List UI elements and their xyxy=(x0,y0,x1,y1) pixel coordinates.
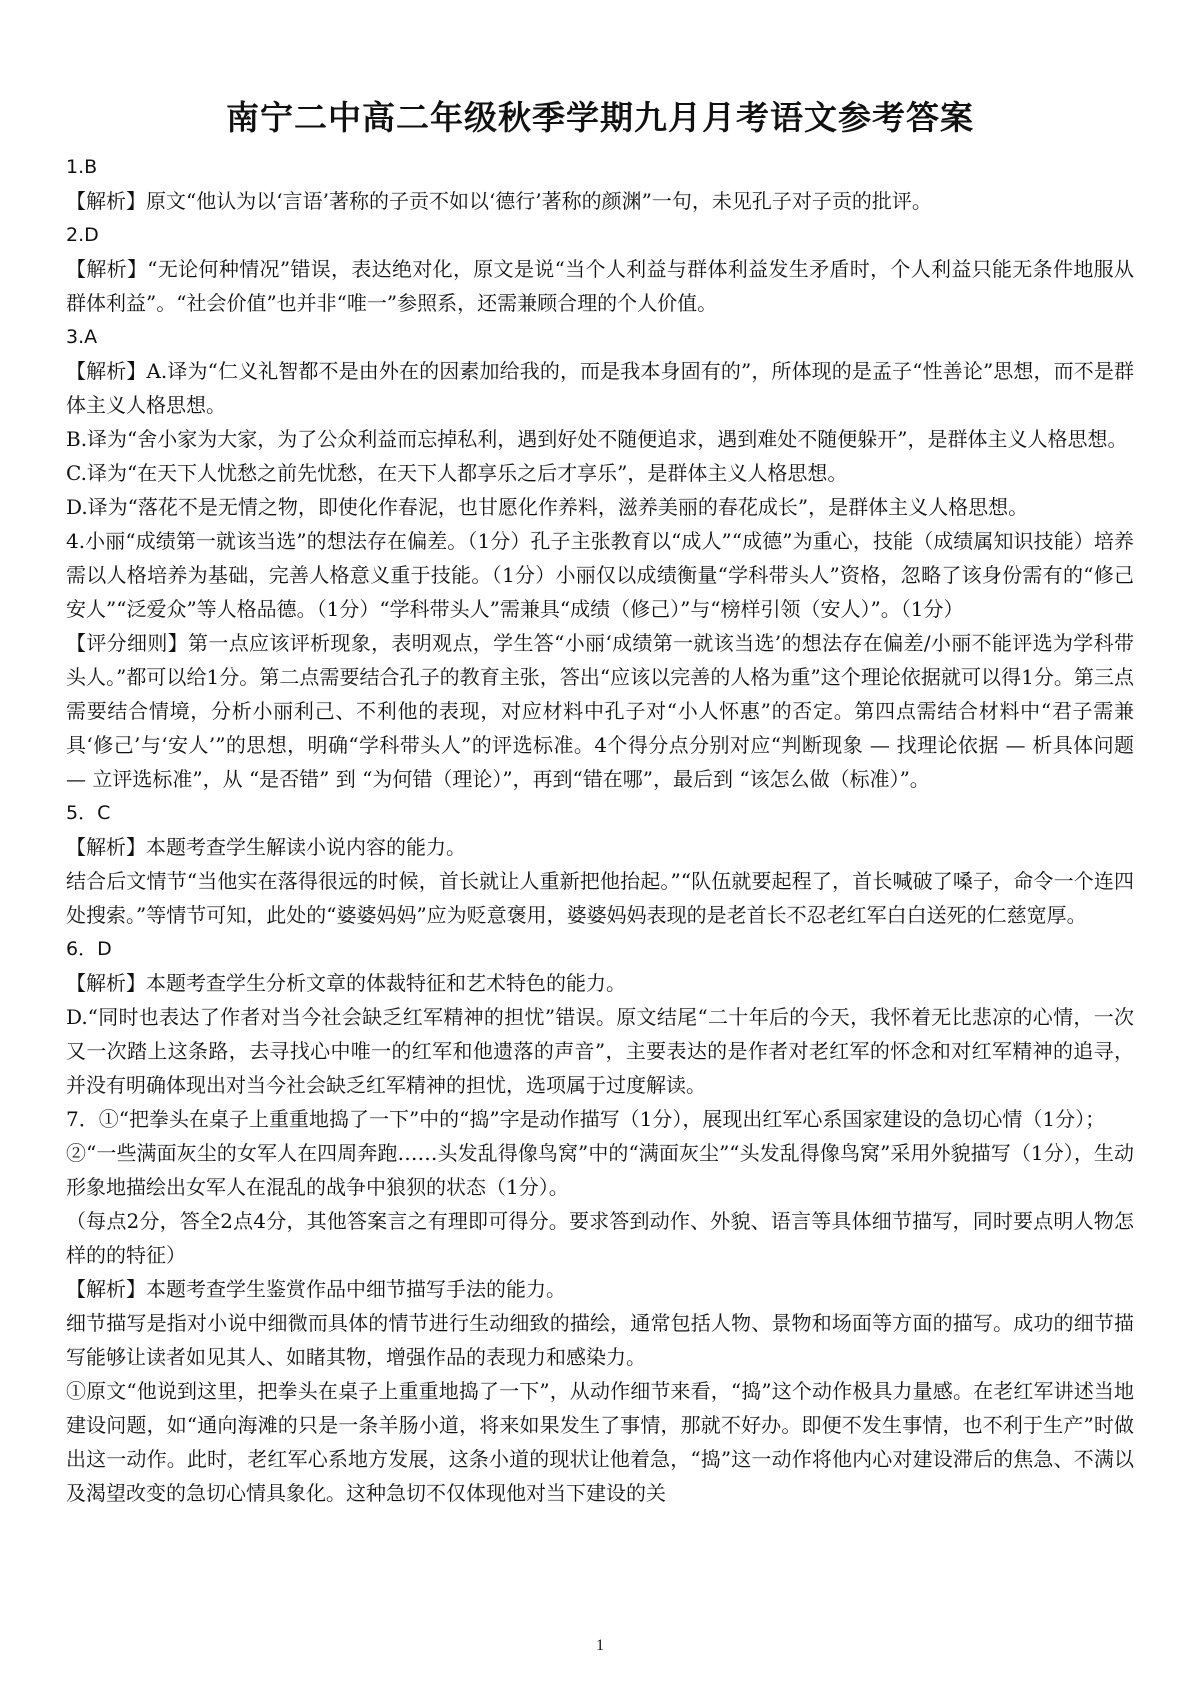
paragraph: 【解析】本题考查学生鉴赏作品中细节描写手法的能力。 xyxy=(66,1277,566,1301)
paragraph: 【解析】“无论何种情况”错误，表达绝对化，原文是说“当个人利益与群体利益发生矛盾时，个人利益只能无条件地服从群体利益”。“社会价值”也并非“唯一”参照系，还需兼顾合理的个人价值。 xyxy=(66,257,1134,315)
answer-key-line: 6．D xyxy=(66,938,112,960)
paragraph: D.“同时也表达了作者对当今社会缺乏红军精神的担忧”错误。原文结尾“二十年后的今天，我怀着无比悲凉的心情，一次又一次踏上这条路，去寻找心中唯一的红军和他遗落的声音”，主要表达的是作者对老红军的怀念和对红军精神的追寻，并没有明确体现出对当今社会缺乏红军精神的担忧，选项属于过度解读。 xyxy=(66,1005,1134,1097)
paragraph: C.译为“在天下人忧愁之前先忧愁，在天下人都享乐之后才享乐”，是群体主义人格思想。 xyxy=(66,461,848,485)
paragraph: （每点2分，答全2点4分，其他答案言之有理即可得分。要求答到动作、外貌、语言等具体细节描写，同时要点明人物怎样的的特征） xyxy=(66,1209,1134,1267)
paragraph: 【解析】A.译为“仁义礼智都不是由外在的因素加给我的，而是我本身固有的”，所体现的是孟子“性善论”思想，而不是群体主义人格思想。 xyxy=(66,359,1134,417)
paragraph: B.译为“舍小家为大家，为了公众利益而忘掉私利，遇到好处不随便追求，遇到难处不随便躲开”，是群体主义人格思想。 xyxy=(66,427,1128,451)
answer-key-line: 3.A xyxy=(66,326,98,348)
paragraph: ②“一些满面灰尘的女军人在四周奔跑……头发乱得像鸟窝”中的“满面灰尘”“头发乱得像鸟窝”采用外貌描写（1分），生动形象地描绘出女军人在混乱的战争中狼狈的状态（1分）。 xyxy=(66,1141,1134,1199)
paragraph: 7．①“把拳头在桌子上重重地捣了一下”中的“捣”字是动作描写（1分），展现出红军心系国家建设的急切心情（1分）； xyxy=(66,1107,1106,1131)
paragraph: 【评分细则】第一点应该评析现象，表明观点，学生答“小丽‘成绩第一就该当选’的想法存在偏差/小丽不能评选为学科带头人。”都可以给1分。第二点需要结合孔子的教育主张，答出“应该以完善的人格为重”这个理论依据就可以得1分。第三点需要结合情境，分析小丽利己、不利他的表现，对应材料中孔子对“小人怀惠”的否定。第四点需结合材料中“君子需兼具‘修己’与‘安人’”的思想，明确“学科带头人”的评选标准。4个得分点分别对应“判断现象 — 找理论依据 — 析具体问题 — 立评选标准”，从 “是否错” 到 “为何错（理论）”，再到“错在哪”，最后到 “该怎么做（标准）”。 xyxy=(66,631,1134,791)
paragraph: 细节描写是指对小说中细微而具体的情节进行生动细致的描绘，通常包括人物、景物和场面等方面的描写。成功的细节描写能够让读者如见其人、如睹其物，增强作品的表现力和感染力。 xyxy=(66,1311,1134,1369)
paragraph: 结合后文情节“当他实在落得很远的时候，首长就让人重新把他抬起。”“队伍就要起程了，首长喊破了嗓子，命令一个连四处搜索。”等情节可知，此处的“婆婆妈妈”应为贬意褒用，婆婆妈妈表现的是老首长不忍老红军白白送死的仁慈宽厚。 xyxy=(66,869,1134,927)
paragraph: D.译为“落花不是无情之物，即使化作春泥，也甘愿化作养料，滋养美丽的春花成长”，是群体主义人格思想。 xyxy=(66,495,1029,519)
answer-body xyxy=(66,150,1134,1510)
paragraph: 4.小丽“成绩第一就该当选”的想法存在偏差。（1分）孔子主张教育以“成人”“成德”为重心，技能（成绩属知识技能）培养需以人格培养为基础，完善人格意义重于技能。（1分）小丽仅以成绩衡量“学科带头人”资格，忽略了该身份需有的“修己安人”“泛爱众”等人格品德。（1分）“学科带头人”需兼具“成绩（修己）”与“榜样引领（安人）”。（1分） xyxy=(66,529,1134,621)
answer-key-line: 5．C xyxy=(66,802,111,824)
answer-key-line: 1.B xyxy=(66,156,98,178)
page-number: 1 xyxy=(596,1637,604,1654)
paragraph: ①原文“他说到这里，把拳头在桌子上重重地捣了一下”，从动作细节来看，“捣”这个动作极具力量感。在老红军讲述当地建设问题，如“通向海滩的只是一条羊肠小道，将来如果发生了事情，那就不好办。即便不发生事情，也不利于生产”时做出这一动作。此时，老红军心系地方发展，这条小道的现状让他着急，“捣”这一动作将他内心对建设滞后的焦急、不满以及渴望改变的急切心情具象化。这种急切不仅体现他对当下建设的关 xyxy=(66,1379,1134,1505)
paragraph: 【解析】本题考查学生解读小说内容的能力。 xyxy=(66,835,466,859)
paragraph: 【解析】原文“他认为以‘言语’著称的子贡不如以‘德行’著称的颜渊”一句，未见孔子对子贡的批评。 xyxy=(66,189,932,213)
page-title: 南宁二中高二年级秋季学期九月月考语文参考答案 xyxy=(226,98,974,137)
paragraph: 【解析】本题考查学生分析文章的体裁特征和艺术特色的能力。 xyxy=(66,971,626,995)
answer-key-line: 2.D xyxy=(66,224,99,246)
